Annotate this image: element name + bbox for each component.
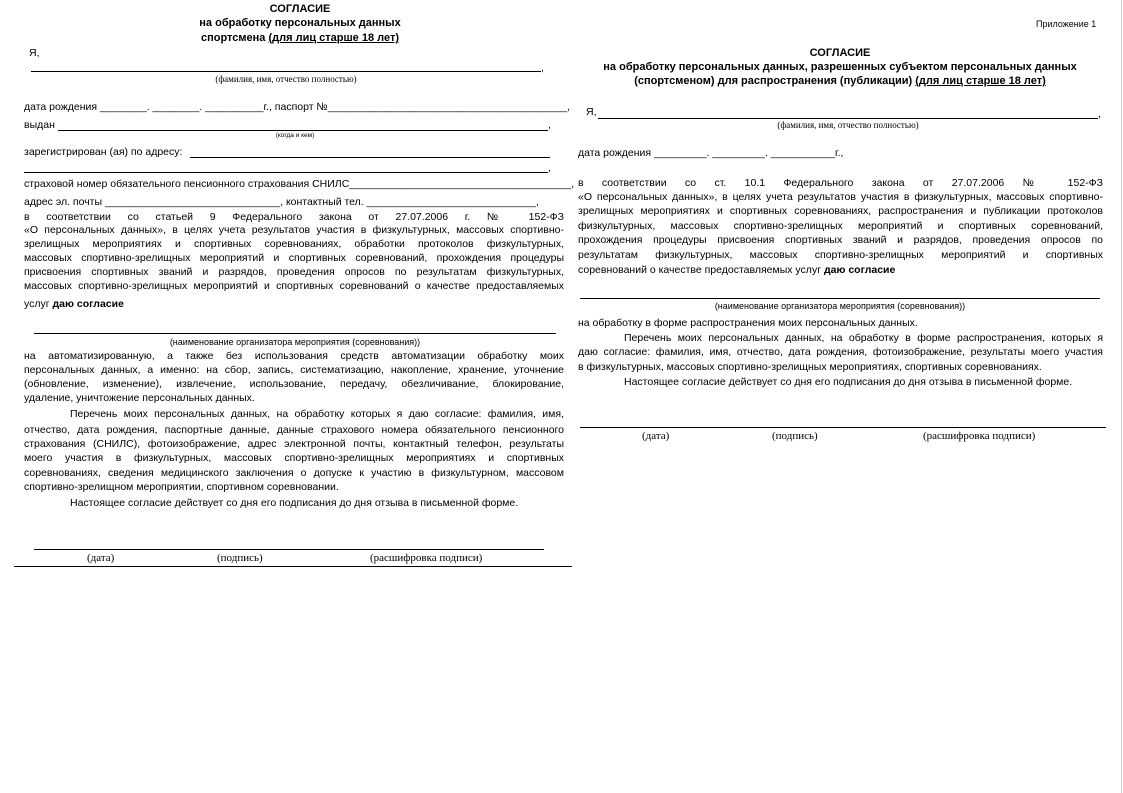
left-ya-label: Я, — [29, 47, 40, 59]
right-birth-line: дата рождения _________. _________. ___________г., — [578, 147, 844, 159]
left-bottom-rule — [14, 566, 572, 567]
left-registered-label: зарегистрирован (ая) по адресу: — [24, 146, 183, 158]
right-para4: Настоящее согласие действует со дня его подписания до дня отзыва в письменной форме. — [624, 376, 1073, 388]
right-para2: на обработку в форме распространения моих персональных данных. — [578, 317, 918, 329]
right-para3-last: в физкультурных, массовых спортивно-зрелищных мероприятиях, спортивных соревнованиях. — [578, 361, 1042, 373]
left-email-line: адрес эл. почты ______________________________, контактный тел. _____________________________, — [24, 196, 539, 208]
left-issued-line[interactable] — [58, 130, 548, 131]
left-org-caption: (наименование организатора мероприятия (соревнования)) — [169, 337, 421, 347]
right-para1-line-5: прохождения процедуры присвоения спортивных званий и разрядов, проведения опросов по — [578, 234, 1103, 246]
left-para1-line-5: присвоения спортивных званий и разрядов, проведения опросов по результатам физкультурных, — [24, 266, 564, 278]
right-sig-sign: (подпись) — [772, 430, 818, 442]
left-fio-caption: (фамилия, имя, отчество полностью) — [215, 74, 357, 84]
right-subtitle-2: (спортсменом) для распространения (публикации) (для лиц старше 18 лет) — [634, 75, 1046, 87]
right-signature-line[interactable] — [580, 427, 1106, 428]
right-para3-line-1: Перечень моих персональных данных, на обработку в форме распространения, которых я — [624, 332, 1103, 344]
right-fio-line[interactable] — [598, 118, 1098, 119]
left-para3-line-5: соревнованиях, сведения медицинского заключения о допуске к участию в физкультурном, массовом — [24, 467, 564, 479]
left-para2-line-1: на автоматизированную, а также без использования средств автоматизации обработку моих — [24, 350, 564, 362]
left-signature-line[interactable] — [34, 549, 544, 550]
left-subtitle: на обработку персональных данных — [199, 17, 401, 29]
right-ya-label: Я, — [586, 106, 597, 118]
right-org-line[interactable] — [580, 298, 1100, 299]
right-fio-caption: (фамилия, имя, отчество полностью) — [777, 120, 919, 130]
left-para1-last: услуг даю согласие — [24, 298, 124, 310]
left-para2-line-2: персональных данных, а именно: на сбор, запись, систематизацию, накопление, хранение, уточнение — [24, 364, 564, 376]
left-subtitle-2: спортсмена (для лиц старше 18 лет) — [200, 32, 400, 44]
left-para3-last: спортивно-зрелищном мероприятии, спортивном соревновании. — [24, 481, 339, 493]
left-birth-line: дата рождения ________. ________. __________г., паспорт №_________________________________________, — [24, 101, 571, 113]
right-para1-last: соревнований о качестве предоставляемых услуг даю согласие — [578, 264, 896, 276]
right-sig-decode: (расшифровка подписи) — [923, 430, 1036, 442]
left-fio-line[interactable] — [31, 71, 541, 72]
left-para1-line-2: «О персональных данных», в целях учета результатов участия в физкультурных, массовых спортивно- — [24, 224, 564, 236]
left-issued-caption: (когда и кем) — [275, 132, 315, 139]
left-para3-line-4: моего участия в физкультурных, массовых спортивно-зрелищных мероприятиях и спортивных — [24, 452, 564, 464]
left-sig-date: (дата) — [87, 552, 115, 564]
left-address-line-2[interactable] — [24, 172, 548, 173]
left-sig-sign: (подпись) — [217, 552, 263, 564]
left-para2-last: удаление, уничтожение персональных данных. — [24, 392, 255, 404]
right-para1-line-6: результатам физкультурных, массовых спортивно-зрелищных мероприятий и спортивных — [578, 249, 1103, 261]
right-para1-line-4: физкультурных, массовых спортивно-зрелищных мероприятий и спортивных соревнований, — [578, 220, 1103, 232]
right-para1-line-3: зрелищных мероприятиях и спортивных соревнованиях, распространения и публикации протоколов — [578, 205, 1103, 217]
right-para3-line-2: даю согласие: фамилия, имя, отчество, дата рождения, фотоизображение, результаты моего участия — [578, 346, 1103, 358]
left-para4: Настоящее согласие действует со дня его подписания до дня отзыва в письменной форме. — [70, 497, 519, 509]
left-para1-line-6: массовых спортивно-зрелищных мероприятий и спортивных соревнований о качестве предоставляемых — [24, 280, 564, 292]
left-org-line[interactable] — [34, 333, 556, 334]
left-para1-line-3: зрелищных мероприятиях и спортивных соревнованиях, обработки протоколов физкультурных, — [24, 238, 564, 250]
left-para3-line-3: страхования (СНИЛС), фотоизображение, адрес электронной почты, контактный телефон, результаты — [24, 438, 564, 450]
right-sig-date: (дата) — [642, 430, 670, 442]
right-para1-line-1: в соответствии со ст. 10.1 Федерального закона от 27.07.2006 № 152-ФЗ — [578, 177, 1103, 189]
left-para2-line-3: (обновление, изменение), извлечение, использование, передачу, обезличивание, блокирование, — [24, 378, 564, 390]
appendix-label: Приложение 1 — [1036, 19, 1097, 29]
right-para1-line-2: «О персональных данных», в целях учета результатов участия в физкультурных, массовых спортивно- — [578, 191, 1103, 203]
right-title: СОГЛАСИЕ — [809, 47, 871, 59]
left-para1-line-1: в соответствии со статьей 9 Федерального закона от 27.07.2006 г. № 152-ФЗ — [24, 211, 564, 223]
right-org-caption: (наименование организатора мероприятия (соревнования)) — [714, 301, 966, 311]
left-issued-label: выдан — [24, 119, 55, 131]
left-title: СОГЛАСИЕ — [269, 3, 331, 15]
right-subtitle: на обработку персональных данных, разрешенных субъектом персональных данных — [603, 61, 1077, 73]
left-para3-line-1: Перечень моих персональных данных, на обработку которых я даю согласие: фамилия, имя, — [70, 408, 564, 420]
page-right-border — [1121, 0, 1122, 793]
left-para1-line-4: массовых спортивно-зрелищных мероприятий и спортивных соревнований, прохождения процедуры — [24, 252, 564, 264]
left-address-line[interactable] — [190, 157, 550, 158]
left-sig-decode: (расшифровка подписи) — [370, 552, 483, 564]
left-snils-line: страховой номер обязательного пенсионного страхования СНИЛС______________________________________, — [24, 178, 575, 190]
left-para3-line-2: отчество, дата рождения, паспортные данные, данные страхового номера обязательного пенсионного — [24, 424, 564, 436]
